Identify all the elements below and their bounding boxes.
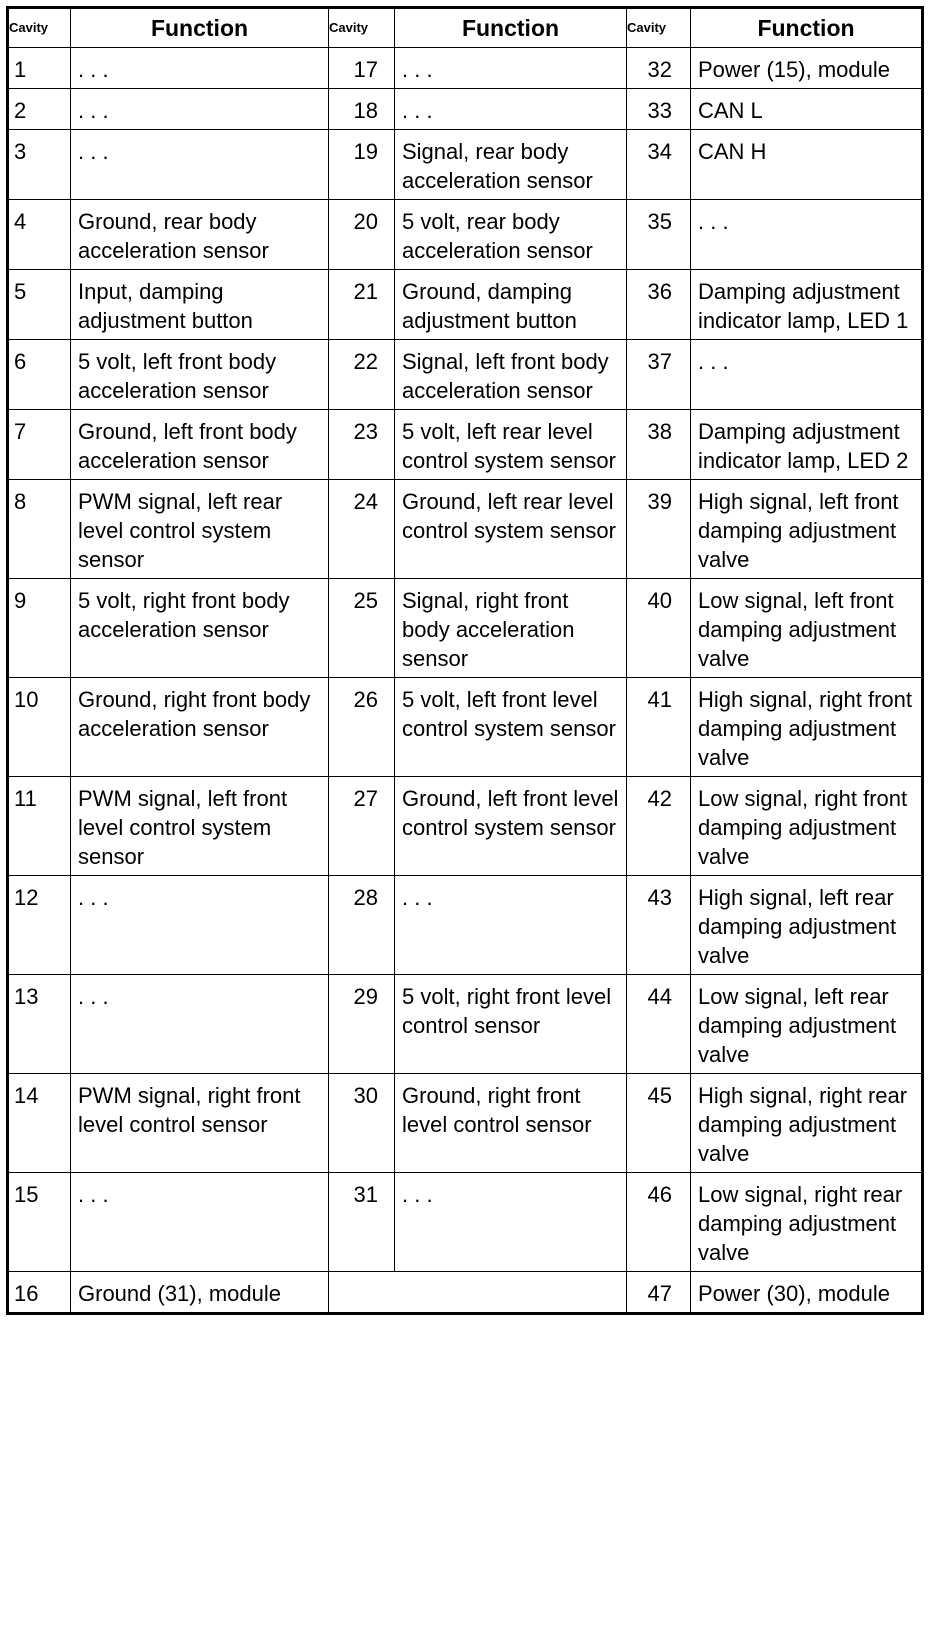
cavity-cell: 22 xyxy=(329,340,395,410)
function-cell: . . . xyxy=(395,48,627,89)
table-row xyxy=(8,270,923,340)
cavity-cell: 35 xyxy=(627,200,691,270)
function-cell: . . . xyxy=(395,876,627,975)
cavity-cell: 17 xyxy=(329,48,395,89)
cavity-cell: 33 xyxy=(627,89,691,130)
table-row xyxy=(8,777,923,876)
cavity-cell: 18 xyxy=(329,89,395,130)
function-cell: Low signal, left front damping adjustment valve xyxy=(691,579,923,678)
function-cell: 5 volt, left front level control system sensor xyxy=(395,678,627,777)
cavity-cell: 24 xyxy=(329,480,395,579)
function-cell: High signal, right rear damping adjustment valve xyxy=(691,1074,923,1173)
cavity-cell: 39 xyxy=(627,480,691,579)
function-cell: Damping adjustment indicator lamp, LED 1 xyxy=(691,270,923,340)
table-body xyxy=(8,48,923,1314)
function-cell: PWM signal, right front level control sensor xyxy=(71,1074,329,1173)
function-cell: . . . xyxy=(71,130,329,200)
function-cell: Signal, right front body acceleration sensor xyxy=(395,579,627,678)
function-cell: Ground, right front level control sensor xyxy=(395,1074,627,1173)
cavity-cell: 19 xyxy=(329,130,395,200)
function-cell: . . . xyxy=(395,89,627,130)
cavity-cell: 12 xyxy=(8,876,71,975)
function-cell: PWM signal, left front level control system sensor xyxy=(71,777,329,876)
function-cell: Ground, damping adjustment button xyxy=(395,270,627,340)
function-cell: Low signal, right front damping adjustment valve xyxy=(691,777,923,876)
cavity-cell: 2 xyxy=(8,89,71,130)
cavity-cell: 41 xyxy=(627,678,691,777)
cavity-cell xyxy=(329,1272,627,1314)
function-cell: Damping adjustment indicator lamp, LED 2 xyxy=(691,410,923,480)
cavity-header-2: Cavity xyxy=(329,8,395,48)
cavity-header-3: Cavity xyxy=(627,8,691,48)
function-cell: Signal, left front body acceleration sensor xyxy=(395,340,627,410)
cavity-header-1: Cavity xyxy=(8,8,71,48)
function-cell: Ground, right front body acceleration sensor xyxy=(71,678,329,777)
function-cell: Ground, rear body acceleration sensor xyxy=(71,200,329,270)
function-cell: . . . xyxy=(71,48,329,89)
table-row xyxy=(8,1272,923,1314)
table-row xyxy=(8,130,923,200)
table-row xyxy=(8,975,923,1074)
cavity-cell: 29 xyxy=(329,975,395,1074)
function-cell: Ground, left front body acceleration sensor xyxy=(71,410,329,480)
cavity-cell: 31 xyxy=(329,1173,395,1272)
function-cell: Power (15), module xyxy=(691,48,923,89)
table-header-row xyxy=(8,8,923,48)
function-cell: . . . xyxy=(71,876,329,975)
cavity-cell: 9 xyxy=(8,579,71,678)
cavity-cell: 16 xyxy=(8,1272,71,1314)
table-row xyxy=(8,876,923,975)
cavity-cell: 46 xyxy=(627,1173,691,1272)
table-row xyxy=(8,480,923,579)
function-cell: PWM signal, left rear level control system sensor xyxy=(71,480,329,579)
cavity-cell: 3 xyxy=(8,130,71,200)
function-cell: 5 volt, left front body acceleration sensor xyxy=(71,340,329,410)
cavity-cell: 21 xyxy=(329,270,395,340)
function-cell: High signal, left front damping adjustment valve xyxy=(691,480,923,579)
function-cell: Ground, left rear level control system sensor xyxy=(395,480,627,579)
cavity-cell: 8 xyxy=(8,480,71,579)
function-cell: . . . xyxy=(71,975,329,1074)
cavity-cell: 28 xyxy=(329,876,395,975)
function-cell: 5 volt, right front level control sensor xyxy=(395,975,627,1074)
function-header-3: Function xyxy=(691,8,923,48)
cavity-cell: 13 xyxy=(8,975,71,1074)
function-cell: . . . xyxy=(395,1173,627,1272)
cavity-cell: 23 xyxy=(329,410,395,480)
table-row xyxy=(8,410,923,480)
cavity-cell: 14 xyxy=(8,1074,71,1173)
table-row xyxy=(8,89,923,130)
table-row xyxy=(8,1074,923,1173)
function-cell: 5 volt, right front body acceleration sensor xyxy=(71,579,329,678)
cavity-cell: 10 xyxy=(8,678,71,777)
function-header-1: Function xyxy=(71,8,329,48)
cavity-cell: 45 xyxy=(627,1074,691,1173)
table-row xyxy=(8,1173,923,1272)
cavity-cell: 40 xyxy=(627,579,691,678)
function-cell: CAN L xyxy=(691,89,923,130)
function-cell: Ground, left front level control system sensor xyxy=(395,777,627,876)
cavity-cell: 7 xyxy=(8,410,71,480)
function-cell: High signal, right front damping adjustment valve xyxy=(691,678,923,777)
cavity-cell: 32 xyxy=(627,48,691,89)
function-cell: . . . xyxy=(71,1173,329,1272)
cavity-cell: 11 xyxy=(8,777,71,876)
cavity-cell: 42 xyxy=(627,777,691,876)
function-cell: High signal, left rear damping adjustment valve xyxy=(691,876,923,975)
cavity-cell: 34 xyxy=(627,130,691,200)
function-cell: Ground (31), module xyxy=(71,1272,329,1314)
function-cell: 5 volt, left rear level control system sensor xyxy=(395,410,627,480)
cavity-cell: 43 xyxy=(627,876,691,975)
cavity-cell: 15 xyxy=(8,1173,71,1272)
cavity-cell: 20 xyxy=(329,200,395,270)
function-cell: Input, damping adjustment button xyxy=(71,270,329,340)
cavity-cell: 36 xyxy=(627,270,691,340)
function-cell: . . . xyxy=(691,200,923,270)
table-row xyxy=(8,48,923,89)
cavity-cell: 1 xyxy=(8,48,71,89)
function-header-2: Function xyxy=(395,8,627,48)
cavity-cell: 25 xyxy=(329,579,395,678)
cavity-cell: 38 xyxy=(627,410,691,480)
table-row xyxy=(8,340,923,410)
cavity-cell: 4 xyxy=(8,200,71,270)
connector-pinout-table-wrapper xyxy=(6,6,921,1315)
cavity-cell: 5 xyxy=(8,270,71,340)
function-cell: Low signal, right rear damping adjustment valve xyxy=(691,1173,923,1272)
table-row xyxy=(8,579,923,678)
function-cell: CAN H xyxy=(691,130,923,200)
cavity-cell: 27 xyxy=(329,777,395,876)
function-cell: . . . xyxy=(691,340,923,410)
function-cell: . . . xyxy=(71,89,329,130)
function-cell: Low signal, left rear damping adjustment valve xyxy=(691,975,923,1074)
function-cell: Signal, rear body acceleration sensor xyxy=(395,130,627,200)
cavity-cell: 30 xyxy=(329,1074,395,1173)
function-cell: 5 volt, rear body acceleration sensor xyxy=(395,200,627,270)
table-row xyxy=(8,678,923,777)
connector-pinout-table xyxy=(6,6,924,1315)
cavity-cell: 37 xyxy=(627,340,691,410)
table-row xyxy=(8,200,923,270)
cavity-cell: 47 xyxy=(627,1272,691,1314)
function-cell: Power (30), module xyxy=(691,1272,923,1314)
cavity-cell: 26 xyxy=(329,678,395,777)
cavity-cell: 6 xyxy=(8,340,71,410)
cavity-cell: 44 xyxy=(627,975,691,1074)
